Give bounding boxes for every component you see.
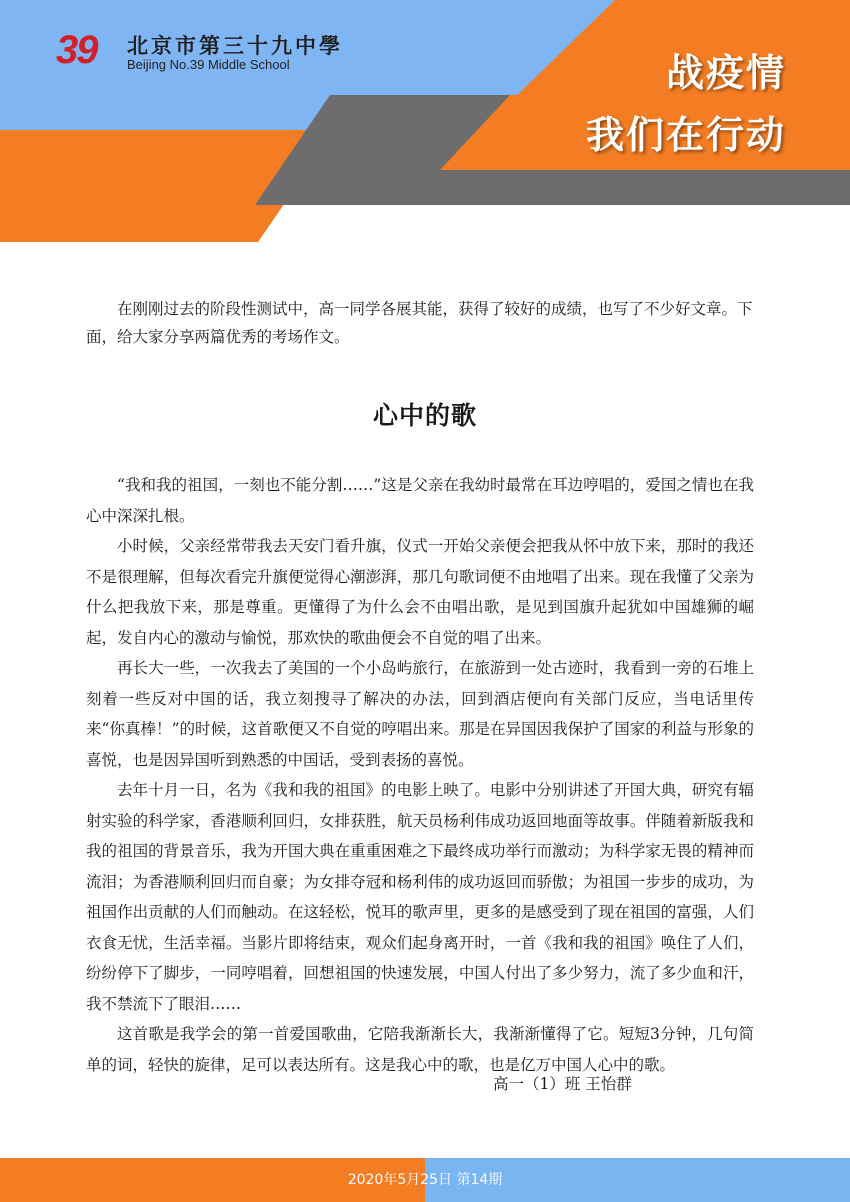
essay-paragraph: 去年十月一日，名为《我和我的祖国》的电影上映了。电影中分别讲述了开国大典，研究有辐射实验的科学家，香港顺利回归，女排获胜，航天员杨利伟成功返回地面等故事。伴随着新版我和我的祖国的背景音乐，我为开国大典在重重困难之下最终成功举行而激动；为科学家无畏的精神而流泪；为香港顺利回归而自豪；为女排夺冠和杨利伟的成功返回而骄傲；为祖国一步步的成功，为祖国作出贡献的人们而触动。在这轻松，悦耳的歌声里，更多的是感受到了现在祖国的富强，人们衣食无忧，生活幸福。当影片即将结束，观众们起身离开时，一首《我和我的祖国》唤住了人们，纷纷停下了脚步，一同哼唱着，回想祖国的快速发展，中国人付出了多少努力，流了多少血和汗，我不禁流下了眼泪…… — [86, 781, 754, 1013]
essay-paragraph: 再长大一些，一次我去了美国的一个小岛屿旅行，在旅游到一处古迹时，我看到一旁的石堆上刻着一些反对中国的话，我立刻搜寻了解决的办法，回到酒店便向有关部门反应，当电话里传来“你真棒！”的时候，这首歌便又不自觉的哼唱出来。那是在异国因我保护了国家的利益与形象的喜悦，也是因异国听到熟悉的中国话，受到表扬的喜悦。 — [86, 659, 754, 769]
school-name-en: Beijing No.39 Middle School — [127, 57, 290, 72]
essay-paragraph: 这首歌是我学会的第一首爱国歌曲，它陪我渐渐长大，我渐渐懂得了它。短短3分钟，几句简单的词，轻快的旋律，足可以表达所有。这是我心中的歌，也是亿万中国人心中的歌。 — [86, 1025, 754, 1074]
essay-paragraph: “我和我的祖国，一刻也不能分割……”这是父亲在我幼时最常在耳边哼唱的，爱国之情也在我心中深深扎根。 — [86, 476, 754, 525]
essay-title: 心中的歌 — [372, 401, 477, 430]
essay-paragraph: 小时候，父亲经常带我去天安门看升旗，仪式一开始父亲便会把我从怀中放下来，那时的我还不是很理解，但每次看完升旗便觉得心潮澎湃，那几句歌词便不由地唱了出来。现在我懂了父亲为什么把我放下来，那是尊重。更懂得了为什么会不由唱出歌，是见到国旗升起犹如中国雄狮的崛起，发自内心的激动与愉悦，那欢快的歌曲便会不自觉的唱了出来。 — [86, 537, 754, 647]
slogan-line-2: 我们在行动 — [585, 113, 786, 157]
footer-issue-date: 2020年5月25日 第14期 — [347, 1172, 503, 1188]
school-name-cn: 北京市第三十九中學 — [127, 34, 343, 58]
slogan-line-1: 战疫情 — [665, 51, 786, 95]
intro-paragraph: 在刚刚过去的阶段性测试中，高一同学各展其能，获得了较好的成绩，也写了不少好文章。下面，给大家分享两篇优秀的考场作文。 — [86, 300, 753, 346]
school-logo-icon: 39 — [56, 28, 97, 72]
footer-bar — [0, 1158, 850, 1202]
essay-author: 高一（1）班 王怡群 — [493, 1075, 632, 1093]
intro-section — [86, 295, 756, 351]
header-banner — [0, 0, 850, 245]
essay-body — [86, 470, 754, 1080]
